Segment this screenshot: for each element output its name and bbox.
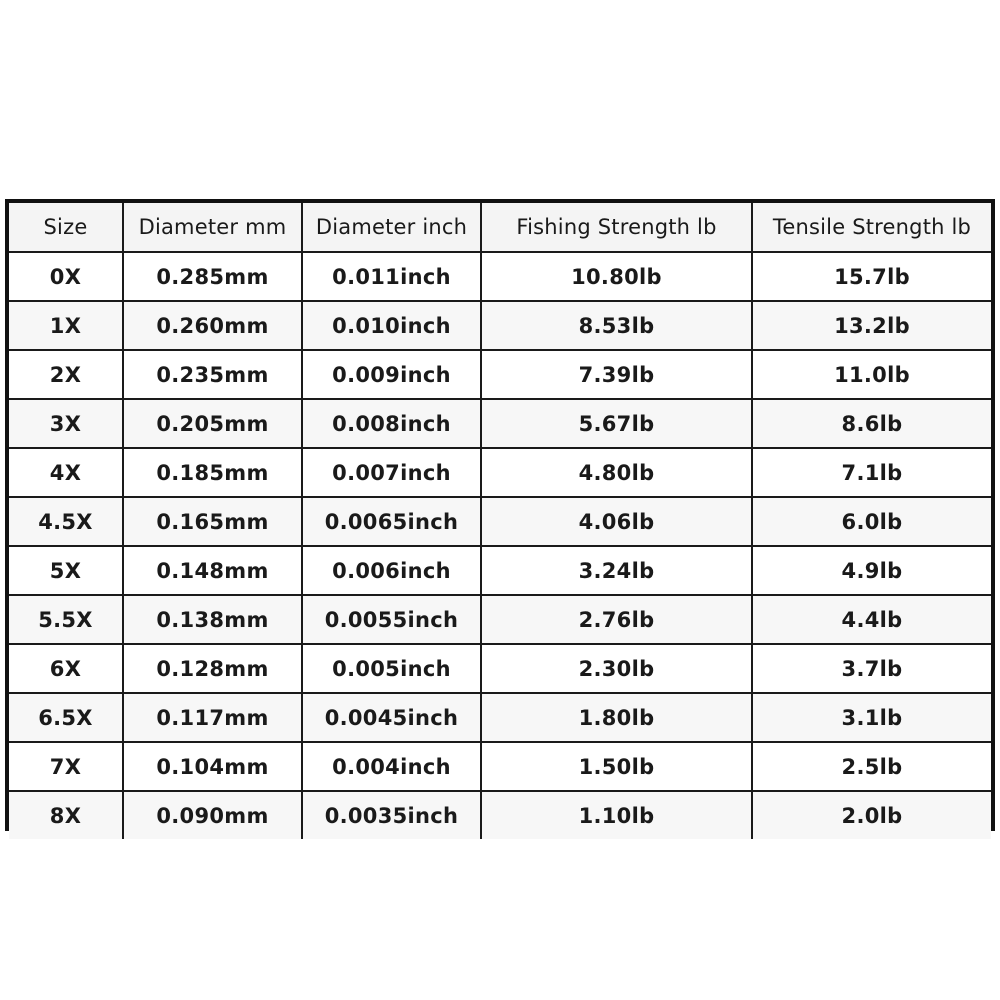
cell-fishing-strength: 8.53lb (481, 301, 752, 350)
cell-tensile-strength: 2.5lb (752, 742, 991, 791)
header-tensile-strength: Tensile Strength lb (752, 203, 991, 252)
cell-size: 0X (9, 252, 123, 301)
cell-size: 4X (9, 448, 123, 497)
table-row (9, 497, 991, 546)
cell-tensile-strength: 11.0lb (752, 350, 991, 399)
cell-size: 4.5X (9, 497, 123, 546)
cell-fishing-strength: 2.76lb (481, 595, 752, 644)
cell-tensile-strength: 6.0lb (752, 497, 991, 546)
cell-tensile-strength: 3.7lb (752, 644, 991, 693)
cell-fishing-strength: 1.50lb (481, 742, 752, 791)
cell-diameter-mm: 0.090mm (123, 791, 302, 839)
cell-tensile-strength: 4.4lb (752, 595, 991, 644)
cell-diameter-mm: 0.117mm (123, 693, 302, 742)
cell-diameter-inch: 0.0065inch (302, 497, 481, 546)
cell-diameter-mm: 0.148mm (123, 546, 302, 595)
cell-diameter-mm: 0.165mm (123, 497, 302, 546)
cell-fishing-strength: 1.80lb (481, 693, 752, 742)
line-size-chart-table (5, 199, 995, 831)
table-row (9, 399, 991, 448)
table-row (9, 742, 991, 791)
table-row (9, 301, 991, 350)
cell-diameter-mm: 0.285mm (123, 252, 302, 301)
table-row (9, 644, 991, 693)
cell-diameter-mm: 0.235mm (123, 350, 302, 399)
cell-diameter-inch: 0.007inch (302, 448, 481, 497)
cell-size: 8X (9, 791, 123, 839)
header-diameter-mm: Diameter mm (123, 203, 302, 252)
cell-fishing-strength: 10.80lb (481, 252, 752, 301)
cell-diameter-inch: 0.011inch (302, 252, 481, 301)
size-table (9, 203, 991, 839)
cell-size: 1X (9, 301, 123, 350)
header-row (9, 203, 991, 252)
cell-size: 6X (9, 644, 123, 693)
header-diameter-inch: Diameter inch (302, 203, 481, 252)
cell-diameter-inch: 0.0045inch (302, 693, 481, 742)
cell-tensile-strength: 4.9lb (752, 546, 991, 595)
cell-size: 2X (9, 350, 123, 399)
table-row (9, 693, 991, 742)
cell-diameter-inch: 0.004inch (302, 742, 481, 791)
cell-diameter-inch: 0.005inch (302, 644, 481, 693)
cell-fishing-strength: 7.39lb (481, 350, 752, 399)
table-row (9, 252, 991, 301)
cell-size: 5X (9, 546, 123, 595)
cell-diameter-mm: 0.260mm (123, 301, 302, 350)
cell-tensile-strength: 8.6lb (752, 399, 991, 448)
cell-fishing-strength: 5.67lb (481, 399, 752, 448)
cell-tensile-strength: 2.0lb (752, 791, 991, 839)
cell-tensile-strength: 15.7lb (752, 252, 991, 301)
cell-diameter-mm: 0.138mm (123, 595, 302, 644)
cell-tensile-strength: 13.2lb (752, 301, 991, 350)
cell-tensile-strength: 7.1lb (752, 448, 991, 497)
cell-diameter-inch: 0.010inch (302, 301, 481, 350)
table-row (9, 595, 991, 644)
header-fishing-strength: Fishing Strength lb (481, 203, 752, 252)
cell-diameter-inch: 0.009inch (302, 350, 481, 399)
header-size: Size (9, 203, 123, 252)
cell-diameter-inch: 0.006inch (302, 546, 481, 595)
table-row (9, 448, 991, 497)
cell-diameter-mm: 0.104mm (123, 742, 302, 791)
cell-size: 7X (9, 742, 123, 791)
table-row (9, 350, 991, 399)
cell-size: 5.5X (9, 595, 123, 644)
cell-fishing-strength: 4.06lb (481, 497, 752, 546)
table-row (9, 791, 991, 839)
cell-diameter-mm: 0.205mm (123, 399, 302, 448)
cell-diameter-inch: 0.0035inch (302, 791, 481, 839)
cell-diameter-inch: 0.008inch (302, 399, 481, 448)
cell-fishing-strength: 3.24lb (481, 546, 752, 595)
cell-fishing-strength: 4.80lb (481, 448, 752, 497)
cell-diameter-mm: 0.128mm (123, 644, 302, 693)
cell-fishing-strength: 2.30lb (481, 644, 752, 693)
cell-size: 3X (9, 399, 123, 448)
table-row (9, 546, 991, 595)
cell-size: 6.5X (9, 693, 123, 742)
cell-diameter-mm: 0.185mm (123, 448, 302, 497)
cell-diameter-inch: 0.0055inch (302, 595, 481, 644)
cell-fishing-strength: 1.10lb (481, 791, 752, 839)
cell-tensile-strength: 3.1lb (752, 693, 991, 742)
